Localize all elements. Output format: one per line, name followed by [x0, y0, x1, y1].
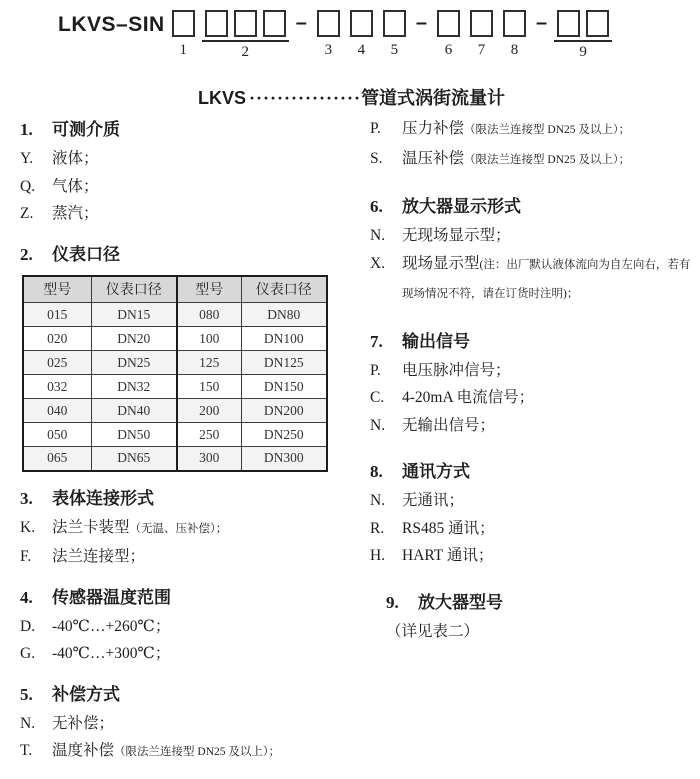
table-cell: 100 — [177, 327, 241, 351]
table-header-cell: 仪表口径 — [91, 276, 177, 303]
section-title: 输出信号 — [402, 331, 470, 351]
section-number: 9. — [386, 592, 399, 612]
table-cell: 065 — [23, 447, 91, 471]
table-cell: DN200 — [241, 399, 327, 423]
section-6 — [364, 192, 692, 309]
section-9 — [364, 588, 692, 645]
table-header-cell: 仪表口径 — [241, 276, 327, 303]
section-continued — [364, 115, 692, 174]
table-cell: DN300 — [241, 447, 327, 471]
table-row — [23, 399, 327, 423]
option-code: S. — [370, 149, 383, 167]
option-code: T. — [20, 742, 33, 759]
section-number: 1. — [20, 120, 33, 139]
section-number: 7. — [370, 331, 383, 351]
model-code-boxes — [347, 10, 376, 40]
table-cell: 200 — [177, 399, 241, 423]
table-cell: DN32 — [91, 375, 177, 399]
option-note: （无温、压补偿）； — [129, 522, 228, 535]
document-title — [0, 85, 700, 111]
section-8 — [364, 457, 692, 570]
section-number: 6. — [370, 197, 383, 216]
table-cell: DN25 — [91, 351, 177, 375]
table-row — [23, 447, 327, 471]
model-code-box — [383, 10, 406, 37]
option-note: （限法兰连接型 DN25 及以上）； — [464, 153, 631, 166]
model-code-boxes — [380, 10, 409, 40]
section-heading — [364, 192, 692, 222]
option-code: C. — [370, 389, 385, 406]
table-cell: 300 — [177, 447, 241, 471]
option-note: （限法兰连接型 DN25 及以上）； — [464, 124, 631, 136]
option-note: (注：出厂默认液体流向为自左向右，若有现场情况不符，请在订货时注明)； — [402, 258, 691, 300]
model-code-group-label: 3 — [324, 42, 333, 58]
model-code-group-label: 2 — [241, 44, 249, 60]
table-row — [23, 303, 327, 327]
option-text: HART 通讯； — [402, 547, 494, 564]
option-row — [364, 412, 692, 440]
table-cell: DN80 — [241, 303, 327, 327]
option-row — [364, 357, 692, 385]
option-code: F. — [20, 548, 32, 565]
model-code-box — [586, 10, 609, 37]
table-cell: 080 — [177, 303, 241, 327]
table-row — [23, 375, 327, 399]
model-code-box — [234, 10, 257, 37]
section-4 — [14, 583, 352, 668]
option-row — [14, 737, 352, 767]
table-cell: DN15 — [91, 303, 177, 327]
model-code-box — [470, 10, 493, 37]
section-heading — [364, 327, 692, 357]
table-row — [23, 327, 327, 351]
model-code-group-5 — [380, 10, 409, 61]
section-number: 2. — [20, 244, 33, 264]
option-text: 气体； — [52, 177, 99, 195]
left-column — [0, 115, 352, 779]
model-code-segment — [312, 10, 411, 61]
table-cell: DN65 — [91, 447, 177, 471]
option-row — [364, 384, 692, 412]
diameter-table-head — [23, 276, 327, 303]
option-text: 法兰连接型； — [52, 548, 146, 565]
option-text: 电压脉冲信号； — [402, 361, 511, 379]
model-code-box — [557, 10, 580, 37]
option-text: 法兰卡装型（无温、压补偿）； — [52, 518, 228, 536]
table-cell: 015 — [23, 303, 91, 327]
option-row — [14, 640, 352, 668]
option-row — [364, 487, 692, 515]
title-dots: ················ — [249, 88, 362, 108]
table-cell: 250 — [177, 423, 241, 447]
table-row — [23, 423, 327, 447]
table-header-cell: 型号 — [177, 276, 241, 303]
model-code-groups — [167, 10, 614, 61]
option-code: Y. — [20, 150, 34, 167]
title-model: LKVS — [198, 88, 247, 108]
option-code: N. — [370, 416, 386, 434]
model-code-group-label: 7 — [477, 42, 486, 58]
option-row — [14, 173, 352, 201]
model-code-box — [172, 10, 195, 37]
model-code-group-1 — [169, 10, 198, 61]
option-code: K. — [20, 518, 36, 536]
option-text: 压力补偿（限法兰连接型 DN25 及以上）； — [402, 120, 631, 137]
option-row — [14, 613, 352, 641]
diameter-table — [22, 275, 328, 472]
section-title: 仪表口径 — [52, 244, 120, 264]
option-text: -40℃…+300℃； — [52, 645, 171, 662]
model-code-group-label: 6 — [444, 42, 453, 58]
option-code: N. — [370, 227, 386, 244]
table-cell: 040 — [23, 399, 91, 423]
model-code-boxes — [169, 10, 198, 40]
table-cell: DN125 — [241, 351, 327, 375]
table-cell: 050 — [23, 423, 91, 447]
option-text: 无补偿； — [52, 714, 115, 732]
model-code-boxes — [467, 10, 496, 40]
option-row — [14, 200, 352, 228]
model-code-group-label: 4 — [357, 42, 366, 58]
section-5 — [14, 680, 352, 767]
model-code-segment — [432, 10, 531, 61]
table-cell: 020 — [23, 327, 91, 351]
model-code-diagram — [0, 0, 700, 61]
table-header-cell: 型号 — [23, 276, 91, 303]
model-code-group-label: 1 — [179, 42, 187, 58]
model-code-boxes — [500, 10, 529, 40]
option-row — [364, 115, 692, 145]
model-code-group-8 — [500, 10, 529, 61]
option-text: 液体； — [52, 150, 99, 167]
section-heading — [364, 457, 692, 487]
option-row — [364, 515, 692, 543]
option-code: P. — [370, 361, 381, 379]
model-code-boxes — [314, 10, 343, 40]
model-code-box — [263, 10, 286, 37]
model-code-segment — [552, 10, 614, 61]
title-product-name: 管道式涡街流量计 — [361, 88, 506, 108]
table-cell: 025 — [23, 351, 91, 375]
section-title: 放大器型号 — [418, 592, 503, 612]
section-title: 表体连接形式 — [52, 488, 154, 508]
option-row — [364, 145, 692, 175]
option-code: N. — [370, 492, 386, 509]
option-code: R. — [370, 519, 385, 537]
model-code-separator: – — [295, 12, 307, 34]
option-note: （限法兰连接型 DN25 及以上）； — [114, 746, 281, 758]
section-title: 可测介质 — [52, 120, 120, 139]
model-code-segment — [167, 10, 291, 61]
section-number: 5. — [20, 684, 33, 704]
option-row — [364, 542, 692, 570]
section-title: 通讯方式 — [402, 462, 470, 481]
model-code-group-label: 5 — [390, 42, 399, 58]
table-cell: DN20 — [91, 327, 177, 351]
right-column — [352, 115, 700, 779]
option-code: Q. — [20, 177, 36, 195]
option-code: D. — [20, 617, 36, 635]
model-code-boxes — [554, 10, 612, 42]
model-code-group-4 — [347, 10, 376, 61]
table-cell: DN50 — [91, 423, 177, 447]
option-text: -40℃…+260℃； — [52, 617, 171, 635]
model-code-group-6 — [434, 10, 463, 61]
table-cell: DN40 — [91, 399, 177, 423]
model-code-prefix — [58, 10, 165, 39]
content-columns — [0, 115, 700, 779]
option-code: P. — [370, 120, 381, 137]
table-row — [23, 351, 327, 375]
option-row — [14, 145, 352, 173]
option-code: G. — [20, 645, 36, 662]
model-code-group-9 — [554, 10, 612, 61]
model-code-series: SIN — [128, 13, 165, 36]
model-code-group-7 — [467, 10, 496, 61]
model-code-group-2 — [202, 10, 289, 61]
option-row — [14, 514, 352, 544]
option-row — [14, 710, 352, 738]
section-number: 4. — [20, 587, 33, 607]
section-2 — [14, 240, 352, 472]
model-code-separator: – — [415, 12, 427, 34]
option-row — [364, 222, 692, 250]
option-text: 无通讯； — [402, 492, 465, 509]
table-cell: DN250 — [241, 423, 327, 447]
option-text: 无输出信号； — [402, 416, 496, 434]
section-1 — [14, 115, 352, 228]
section-heading — [14, 115, 352, 145]
option-text: 温度补偿（限法兰连接型 DN25 及以上）； — [52, 742, 281, 759]
option-code: Z. — [20, 205, 34, 222]
section-heading — [14, 680, 352, 710]
section-7 — [364, 327, 692, 440]
section-heading — [380, 588, 692, 618]
model-code-group-label: 9 — [579, 44, 587, 60]
model-code-box — [437, 10, 460, 37]
model-code-box — [317, 10, 340, 37]
option-text: 4-20mA 电流信号； — [402, 389, 535, 406]
section-heading — [14, 484, 352, 514]
table-header-row — [23, 276, 327, 303]
option-code: N. — [20, 714, 36, 732]
option-text: 蒸汽； — [52, 205, 99, 222]
section-subtitle: （详见表二） — [386, 622, 480, 640]
model-code-prefix-text: LKVS — [58, 13, 117, 36]
option-text: 现场显示型(注：出厂默认液体流向为自左向右，若有现场情况不符，请在订货时注明)； — [402, 254, 691, 300]
model-code-separator: – — [535, 12, 548, 34]
option-row — [14, 543, 352, 571]
option-code: X. — [370, 254, 386, 272]
table-cell: 150 — [177, 375, 241, 399]
model-code-box — [205, 10, 228, 37]
model-code-group-3 — [314, 10, 343, 61]
option-text: RS485 通讯； — [402, 519, 495, 537]
option-text: 温压补偿（限法兰连接型 DN25 及以上）； — [402, 149, 631, 167]
table-cell: DN100 — [241, 327, 327, 351]
option-code: H. — [370, 547, 386, 564]
section-number: 8. — [370, 462, 383, 481]
model-code-box — [350, 10, 373, 37]
model-code-boxes — [202, 10, 289, 42]
table-cell: 032 — [23, 375, 91, 399]
section-title: 传感器温度范围 — [52, 587, 171, 607]
option-row — [364, 250, 692, 309]
section-heading — [14, 240, 352, 270]
section-title: 补偿方式 — [52, 684, 120, 704]
table-cell: DN150 — [241, 375, 327, 399]
section-number: 3. — [20, 488, 33, 508]
option-text: 无现场显示型； — [402, 227, 511, 244]
model-code-group-label: 8 — [510, 42, 519, 58]
section-title: 放大器显示形式 — [402, 197, 521, 216]
section-heading — [14, 583, 352, 613]
section-3 — [14, 484, 352, 571]
diameter-table-body — [23, 303, 327, 471]
model-code-box — [503, 10, 526, 37]
model-code-boxes — [434, 10, 463, 40]
table-cell: 125 — [177, 351, 241, 375]
model-code-prefix-dash: – — [116, 13, 129, 36]
